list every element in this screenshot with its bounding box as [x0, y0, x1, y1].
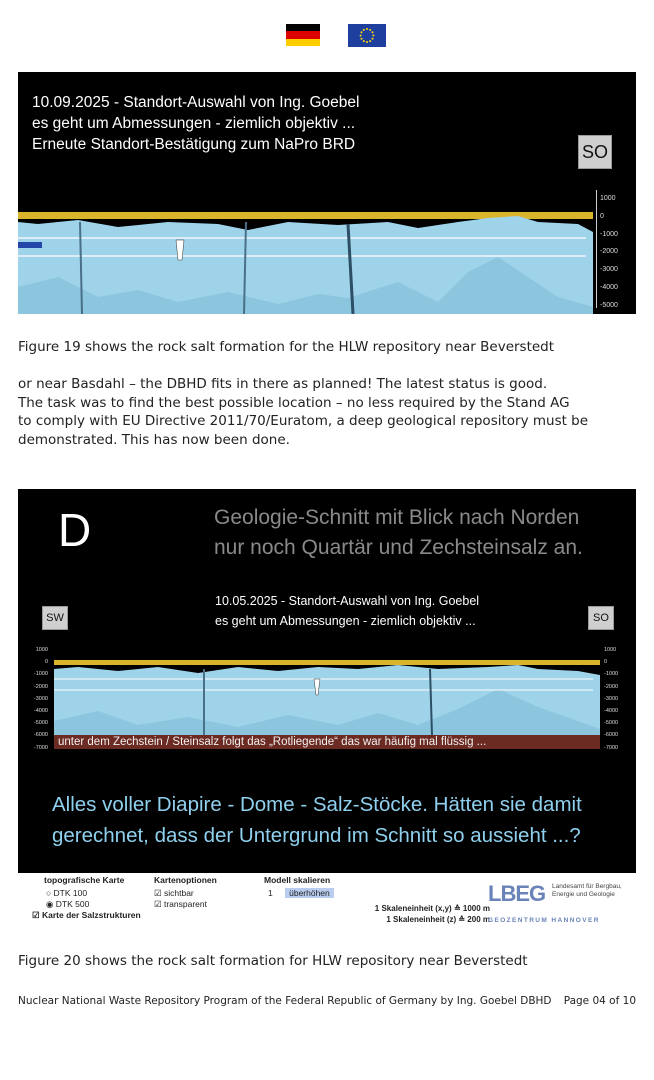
direction-label-sw: SW [42, 606, 68, 630]
checkbox-label: Karte der Salzstrukturen [41, 910, 141, 920]
figure-letter: D [58, 504, 92, 556]
depth-tick-label: -3000 [604, 695, 619, 702]
german-flag-icon [286, 24, 320, 46]
figure-19-caption-text: Figure 19 shows the rock salt formation for the HLW repository near Beverstedt [18, 339, 555, 355]
depth-tick-label: -4000 [604, 708, 619, 715]
direction-label-so: SO [578, 135, 612, 169]
radio-dtk100[interactable]: ○ DTK 100 [46, 888, 88, 898]
lbeg-logo-subtitle: Landesamt für Bergbau, Energie und Geologie [552, 883, 622, 898]
paragraph-line: The task was to find the best possible location – no less required by the Stand AG [18, 394, 570, 411]
depth-tick-label: -6000 [604, 732, 619, 739]
depth-tick-label: 0 [604, 659, 608, 666]
depth-scale-left [20, 644, 52, 754]
depth-tick-label: -1000 [33, 671, 48, 678]
depth-tick-label: 0 [600, 212, 604, 220]
depth-tick-label: -1000 [604, 671, 619, 678]
rotliegendes-strip-text: unter dem Zechstein / Steinsalz folgt das „Rotliegende“ das war häufig mal flüssig ... [58, 736, 487, 748]
paragraph-line: demonstrated. This has now been done. [18, 431, 290, 448]
depth-tick-label: 0 [44, 659, 48, 666]
depth-tick-label: -2000 [604, 683, 619, 690]
checkbox-label: sichtbar [163, 888, 194, 898]
paragraph-line: or near Basdahl – the DBHD fits in there as planned! The latest status is good. [18, 376, 548, 392]
depth-tick-label: -2000 [600, 248, 618, 256]
scale-xy-text: 1 Skaleneinheit (x,y) ≙ 1000 m [374, 904, 490, 913]
depth-tick-label: -4000 [600, 283, 618, 291]
depth-tick-label: -1000 [600, 230, 618, 238]
caption-line: es geht um Abmessungen - ziemlich objektiv ... [215, 614, 476, 628]
caption-line: es geht um Abmessungen - ziemlich objektiv ... [32, 115, 356, 132]
depth-tick-label: -3000 [600, 266, 618, 274]
lbeg-logo-text: LBEG [488, 881, 546, 906]
depth-tick-label: 1000 [35, 647, 48, 653]
model-scale-value[interactable]: 1 [268, 888, 273, 898]
caption-line: 10.05.2025 - Standort-Auswahl von Ing. Goebel [215, 594, 480, 608]
checkbox-salt-structures[interactable]: ☑ Karte der Salzstrukturen [32, 910, 141, 920]
lbeg-logo-bottom: GEOZENTRUM HANNOVER [488, 917, 600, 924]
checkbox-visible[interactable]: ☑ sichtbar [154, 888, 194, 898]
caption-line: 10.09.2025 - Standort-Auswahl von Ing. Goebel [32, 94, 360, 111]
exaggerate-button[interactable]: überhöhen [285, 888, 334, 898]
checkbox-label: transparent [163, 899, 207, 909]
eu-flag-icon [348, 24, 386, 47]
direction-label-so: SO [588, 606, 614, 630]
map-legend [18, 873, 636, 931]
figure-20-question [52, 789, 582, 851]
radio-dtk500[interactable]: ◉ DTK 500 [46, 899, 90, 909]
quaternary-layer [54, 660, 600, 665]
paragraph-line: to comply with EU Directive 2011/70/Euratom, a deep geological repository must be [18, 413, 589, 429]
footer-text: Nuclear National Waste Repository Program of the Federal Republic of Germany by Ing. Goebel DBHD [18, 995, 552, 1007]
depth-tick-label: -5000 [33, 720, 48, 727]
flags-row [0, 24, 654, 48]
scale-units [360, 903, 490, 925]
checkbox-transparent[interactable]: ☑ transparent [154, 899, 207, 909]
map-options-title: Kartenoptionen [154, 875, 217, 885]
topo-map-title: topografische Karte [44, 875, 125, 885]
topo-map-group [32, 875, 141, 921]
depth-scale-right [602, 644, 634, 754]
question-line: Alles voller Diapire - Dome - Salz-Stöcke. Hätten sie damit [52, 793, 582, 816]
page-number: Page 04 of 10 [563, 995, 636, 1007]
depth-tick-label: -4000 [33, 708, 48, 715]
geology-section-graphic [18, 72, 636, 314]
model-scale-title: Modell skalieren [264, 875, 331, 885]
depth-tick-label: -3000 [33, 695, 48, 702]
radio-label: DTK 500 [55, 899, 90, 909]
body-text-figure-19 [18, 338, 638, 449]
caption-line: Erneute Standort-Bestätigung zum NaPro BRD [32, 136, 356, 153]
model-scale-group [264, 875, 334, 899]
blue-marker [18, 242, 42, 248]
eu-stars-icon [348, 24, 386, 47]
title-line: nur noch Quartär und Zechsteinsalz an. [214, 536, 583, 559]
page-footer [18, 995, 636, 1007]
scale-z-text: 1 Skaleneinheit (z) ≙ 200 m [386, 915, 490, 924]
depth-scale [596, 190, 634, 310]
radio-label: DTK 100 [53, 888, 88, 898]
figure-19-image [18, 72, 636, 314]
question-line: gerechnet, dass der Untergrund im Schnitt so aussieht ...? [52, 824, 581, 847]
depth-tick-label: -5000 [604, 720, 619, 727]
model-scale-row [264, 888, 334, 899]
depth-tick-label: 1000 [604, 647, 617, 653]
title-line: Geologie-Schnitt mit Blick nach Norden [214, 506, 580, 529]
figure-20-image [18, 489, 636, 873]
map-options-group [154, 875, 217, 910]
depth-tick-label: -6000 [33, 732, 48, 739]
depth-tick-label: -7000 [604, 744, 619, 751]
depth-tick-label: -5000 [600, 301, 618, 309]
body-text-figure-20 [18, 952, 638, 971]
depth-tick-label: -7000 [33, 744, 48, 751]
depth-tick-label: -2000 [33, 683, 48, 690]
depth-tick-label: 1000 [600, 195, 616, 202]
lbeg-logo [488, 879, 628, 929]
figure-20-caption-text: Figure 20 shows the rock salt formation for HLW repository near Beverstedt [18, 953, 528, 969]
